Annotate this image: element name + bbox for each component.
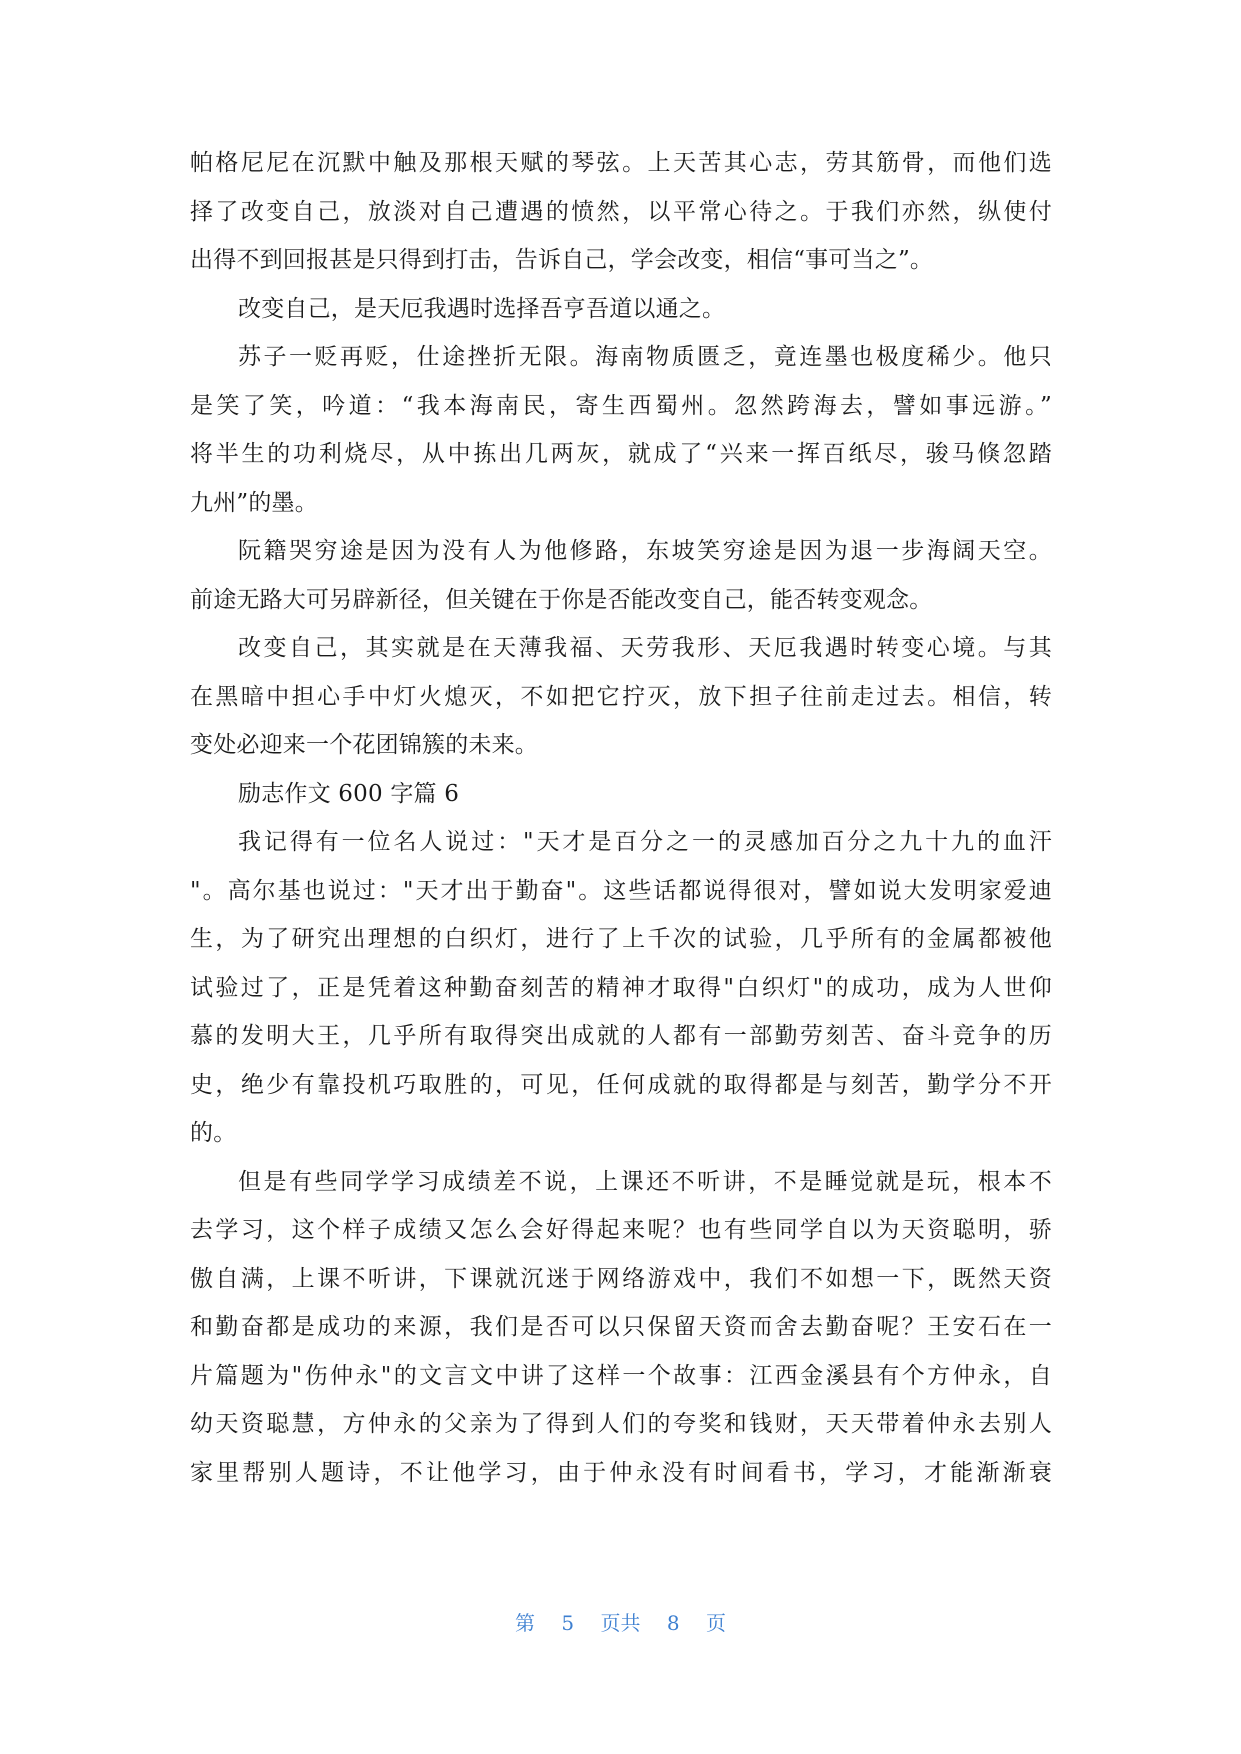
text-line: 的。 [190, 1120, 237, 1146]
page-footer [0, 1607, 1241, 1636]
text-line: 和勤奋都是成功的来源，我们是否可以只保留天资而舍去勤奋呢？王安石在一 [190, 1314, 1052, 1340]
text-line: 我记得有一位名人说过："天才是百分之一的灵感加百分之九十九的血汗 [238, 829, 1052, 855]
document-body [190, 148, 1052, 1506]
text-line: 改变自己，其实就是在天薄我福、天劳我形、天厄我遇时转变心境。与其 [238, 635, 1052, 661]
footer-prefix: 第 [515, 1611, 536, 1635]
footer-current-page: 5 [561, 1611, 575, 1635]
text-line: 在黑暗中担心手中灯火熄灭，不如把它拧灭，放下担子往前走过去。相信，转 [190, 683, 1052, 710]
text-line: 苏子一贬再贬，仕途挫折无限。海南物质匮乏，竟连墨也极度稀少。他只 [238, 344, 1052, 370]
text-line: 九州”的墨。 [190, 489, 318, 516]
footer-total-pages: 8 [666, 1611, 680, 1635]
text-line: 变处必迎来一个花团锦簇的未来。 [190, 732, 538, 758]
text-line: 去学习，这个样子成绩又怎么会好得起来呢？也有些同学自以为天资聪明，骄 [190, 1217, 1052, 1243]
text-line: 前途无路大可另辟新径，但关键在于你是否能改变自己，能否转变观念。 [190, 586, 933, 613]
text-line: 史，绝少有靠投机巧取胜的，可见，任何成就的取得都是与刻苦，勤学分不开 [190, 1071, 1052, 1098]
text-line: 试验过了，正是凭着这种勤奋刻苦的精神才取得"白织灯"的成功，成为人世仰 [190, 974, 1052, 1001]
text-line: "。高尔基也说过："天才出于勤奋"。这些话都说得很对，譬如说大发明家爱迪 [190, 877, 1052, 904]
text-line: 但是有些同学学习成绩差不说，上课还不听讲，不是睡觉就是玩，根本不 [238, 1168, 1052, 1195]
text-line: 是笑了笑，吟道：“我本海南民，寄生西蜀州。忽然跨海去，譬如事远游。” [190, 392, 1052, 419]
text-line: 阮籍哭穷途是因为没有人为他修路，东坡笑穷途是因为退一步海阔天空。 [238, 538, 1052, 564]
text-line: 慕的发明大王，几乎所有取得突出成就的人都有一部勤劳刻苦、奋斗竞争的历 [190, 1023, 1052, 1049]
text-line: 片篇题为"伤仲永"的文言文中讲了这样一个故事：江西金溪县有个方仲永，自 [190, 1362, 1052, 1389]
footer-suffix: 页 [705, 1611, 726, 1635]
text-line: 幼天资聪慧，方仲永的父亲为了得到人们的夸奖和钱财，天天带着仲永去别人 [190, 1411, 1052, 1437]
text-line: 家里帮别人题诗，不让他学习，由于仲永没有时间看书，学习，才能渐渐衰 [190, 1459, 1052, 1486]
text-line: 生，为了研究出理想的白织灯，进行了上千次的试验，几乎所有的金属都被他 [190, 926, 1052, 952]
text-line: 帕格尼尼在沉默中触及那根天赋的琴弦。上天苦其心志，劳其筋骨，而他们选 [190, 150, 1052, 176]
footer-middle: 页共 [600, 1611, 641, 1635]
text-line: 改变自己，是天厄我遇时选择吾亨吾道以通之。 [238, 295, 726, 322]
text-line: 出得不到回报甚是只得到打击，告诉自己，学会改变，相信“事可当之”。 [190, 247, 934, 273]
text-line: 择了改变自己，放淡对自己遭遇的愤然，以平常心待之。于我们亦然，纵使付 [190, 198, 1052, 225]
text-line: 励志作文 600 字篇 6 [238, 780, 460, 807]
text-line: 傲自满，上课不听讲，下课就沉迷于网络游戏中，我们不如想一下，既然天资 [190, 1265, 1052, 1292]
text-line: 将半生的功利烧尽，从中拣出几两灰，就成了“兴来一挥百纸尽，骏马倏忽踏 [190, 441, 1052, 467]
